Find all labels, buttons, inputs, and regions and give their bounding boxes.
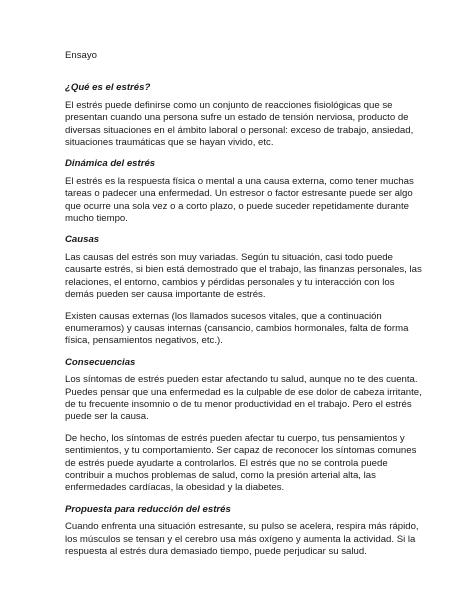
paragraph: Las causas del estrés son muy variadas. Según tu situación, casi todo puede causarte estrés, si bien está demostrado que el trabajo, las finanzas personales, las relaciones, el entorno, cambios y pérdidas personales y tu interacción con los demás pueden ser causa importante de estrés. bbox=[65, 251, 422, 301]
paragraph: Existen causas externas (los llamados sucesos vitales, que a continuación enumeramos) y causas internas (cansancio, cambios hormonales, falta de forma física, pensamientos negativos, etc.). bbox=[65, 310, 409, 347]
paragraph: El estrés es la respuesta física o mental a una causa externa, como tener muchas tareas o padecer una enfermedad. Un estresor o factor estresante puede ser algo que ocurre una sola vez o a corto plazo, o puede suceder repetidamente durante mucho tiempo. bbox=[65, 175, 414, 225]
section-heading: Dinámica del estrés bbox=[65, 158, 156, 170]
section-heading: ¿Qué es el estrés? bbox=[65, 82, 151, 94]
section-que-es bbox=[65, 82, 424, 149]
section-heading: Propuesta para reducción del estrés bbox=[65, 503, 231, 515]
paragraph: Cuando enfrenta una situación estresante, su pulso se acelera, respira más rápido, los músculos se tensan y el cerebro usa más oxígeno y aumenta la actividad. Si la respuesta al estrés dura demasiado tiempo, puede perjudicar su salud. bbox=[65, 521, 419, 557]
section-dinamica bbox=[65, 158, 424, 225]
section-propuesta bbox=[65, 504, 424, 559]
section-consecuencias bbox=[65, 357, 424, 495]
paragraph: De hecho, los síntomas de estrés pueden afectar tu cuerpo, tus pensamientos y sentimientos, y tu comportamiento. Ser capaz de reconocer los síntomas comunes de estrés puede ayudarte a controlarlos. El estrés que no se controla puede contribuir a muchos problemas de salud, como la presión arterial alta, las enfermedades cardíacas, la obesidad y la diabetes. bbox=[65, 432, 417, 494]
paragraph: El estrés puede definirse como un conjunto de reacciones fisiológicas que se presentan cuando una persona sufre un estado de tensión nerviosa, producto de diversas situaciones en el ámbito laboral o personal: exceso de trabajo, ansiedad, situaciones traumáticas que se hayan vivido, etc. bbox=[65, 99, 414, 149]
document-title: Ensayo bbox=[65, 50, 97, 61]
paragraph: Los síntomas de estrés pueden estar afectando tu salud, aunque no te des cuenta. Puedes pensar que una enfermedad es la culpable de ese dolor de cabeza irritante, de tu frecuente insomnio o de tu menor productividad en el trabajo. Pero el estrés puede ser la causa. bbox=[65, 374, 422, 423]
section-heading: Causas bbox=[65, 234, 100, 246]
section-causas bbox=[65, 234, 424, 347]
section-heading: Consecuencias bbox=[65, 356, 136, 368]
